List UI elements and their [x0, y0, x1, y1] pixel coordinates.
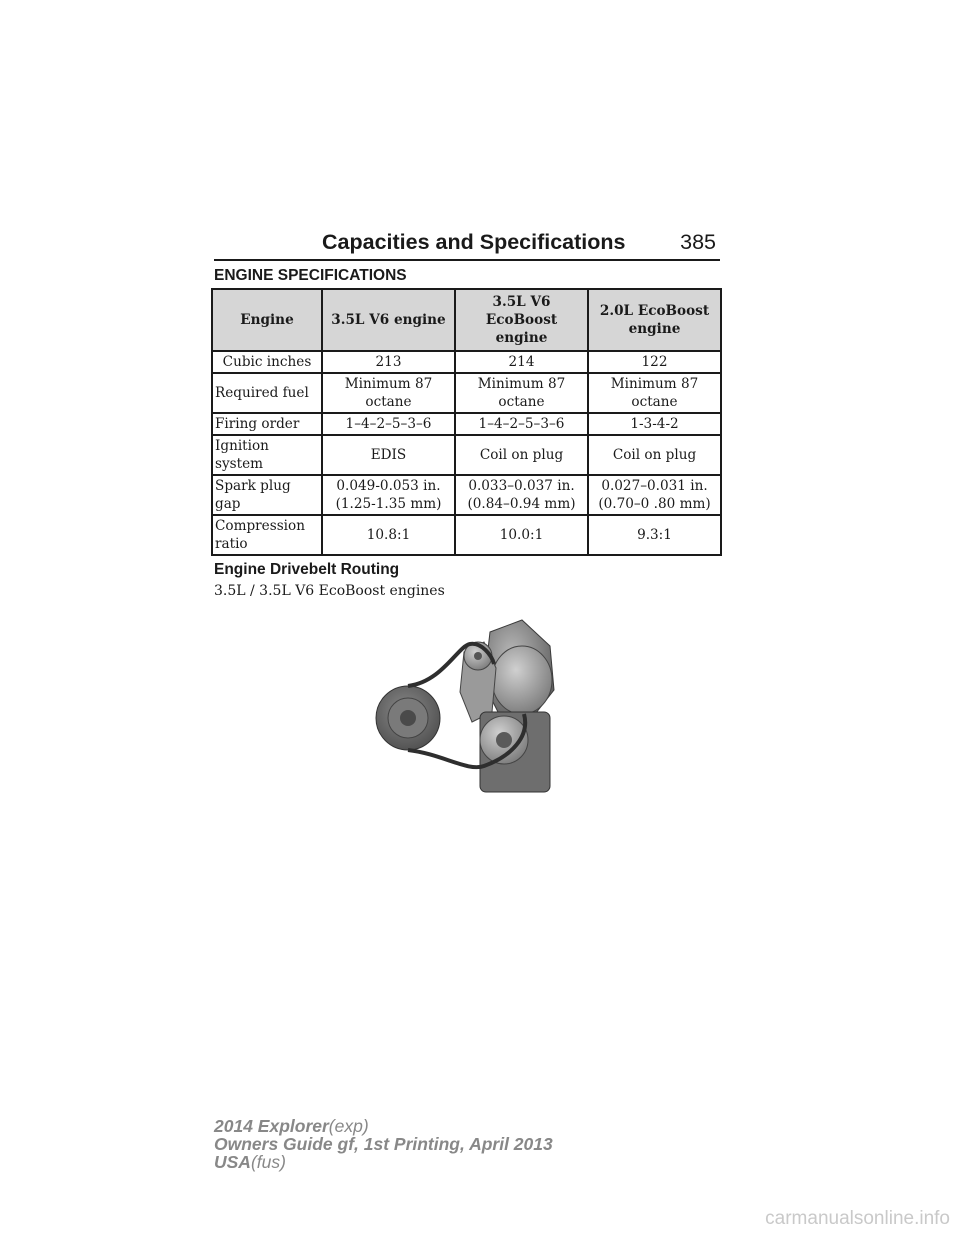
table-cell: 0.049-0.053 in. (1.25-1.35 mm) [322, 475, 455, 515]
footer-model: 2014 Explorer [214, 1116, 329, 1136]
table-row [212, 373, 721, 413]
table-cell: 10.8:1 [322, 515, 455, 555]
table-cell: 1-3-4-2 [588, 413, 721, 435]
row-label: Spark plug gap [212, 475, 322, 515]
row-label: Ignition system [212, 435, 322, 475]
diagram-caption: 3.5L / 3.5L V6 EcoBoost engines [214, 583, 445, 599]
header-rule [214, 259, 720, 261]
page-number: 385 [680, 230, 716, 254]
row-label: Required fuel [212, 373, 322, 413]
footer-market: USA [214, 1152, 251, 1172]
table-cell: 1–4–2–5–3–6 [455, 413, 588, 435]
table-cell: 0.027–0.031 in. (0.70–0 .80 mm) [588, 475, 721, 515]
table-cell: EDIS [322, 435, 455, 475]
table-cell: Coil on plug [455, 435, 588, 475]
table-cell: Minimum 87 octane [322, 373, 455, 413]
page-footer [214, 1117, 553, 1171]
idler-pulley-hub [474, 652, 482, 660]
table-cell: 213 [322, 351, 455, 373]
table-row [212, 351, 721, 373]
table-row [212, 435, 721, 475]
column-header: Engine [212, 289, 322, 351]
column-header: 2.0L EcoBoost engine [588, 289, 721, 351]
subsection-title: Engine Drivebelt Routing [214, 561, 400, 578]
table-row [212, 413, 721, 435]
footer-model-code: (exp) [328, 1116, 369, 1136]
crankshaft-pulley-hub [400, 710, 416, 726]
alternator-pulley [492, 646, 552, 714]
drivebelt-routing-diagram [372, 612, 592, 840]
table-row [212, 475, 721, 515]
table-cell: 9.3:1 [588, 515, 721, 555]
table-cell: Coil on plug [588, 435, 721, 475]
watermark: carmanualsonline.info [765, 1208, 950, 1229]
table-row [212, 515, 721, 555]
row-label: Firing order [212, 413, 322, 435]
column-header: 3.5L V6 EcoBoost engine [455, 289, 588, 351]
table-cell: Minimum 87 octane [455, 373, 588, 413]
section-title: ENGINE SPECIFICATIONS [214, 267, 407, 284]
table-cell: 0.033–0.037 in. (0.84–0.94 mm) [455, 475, 588, 515]
table-cell: 10.0:1 [455, 515, 588, 555]
row-label: Compression ratio [212, 515, 322, 555]
page-header-title: Capacities and Specifications [322, 230, 626, 254]
table-cell: Minimum 87 octane [588, 373, 721, 413]
table-cell: 1–4–2–5–3–6 [322, 413, 455, 435]
table-cell: 122 [588, 351, 721, 373]
footer-edition: Owners Guide gf, 1st Printing, April 2013 [214, 1134, 553, 1154]
table-cell: 214 [455, 351, 588, 373]
table-header-row [212, 289, 721, 351]
column-header: 3.5L V6 engine [322, 289, 455, 351]
row-label: Cubic inches [212, 351, 322, 373]
footer-market-code: (fus) [250, 1152, 286, 1172]
engine-spec-table [211, 288, 722, 556]
compressor-pulley-hub [496, 732, 512, 748]
